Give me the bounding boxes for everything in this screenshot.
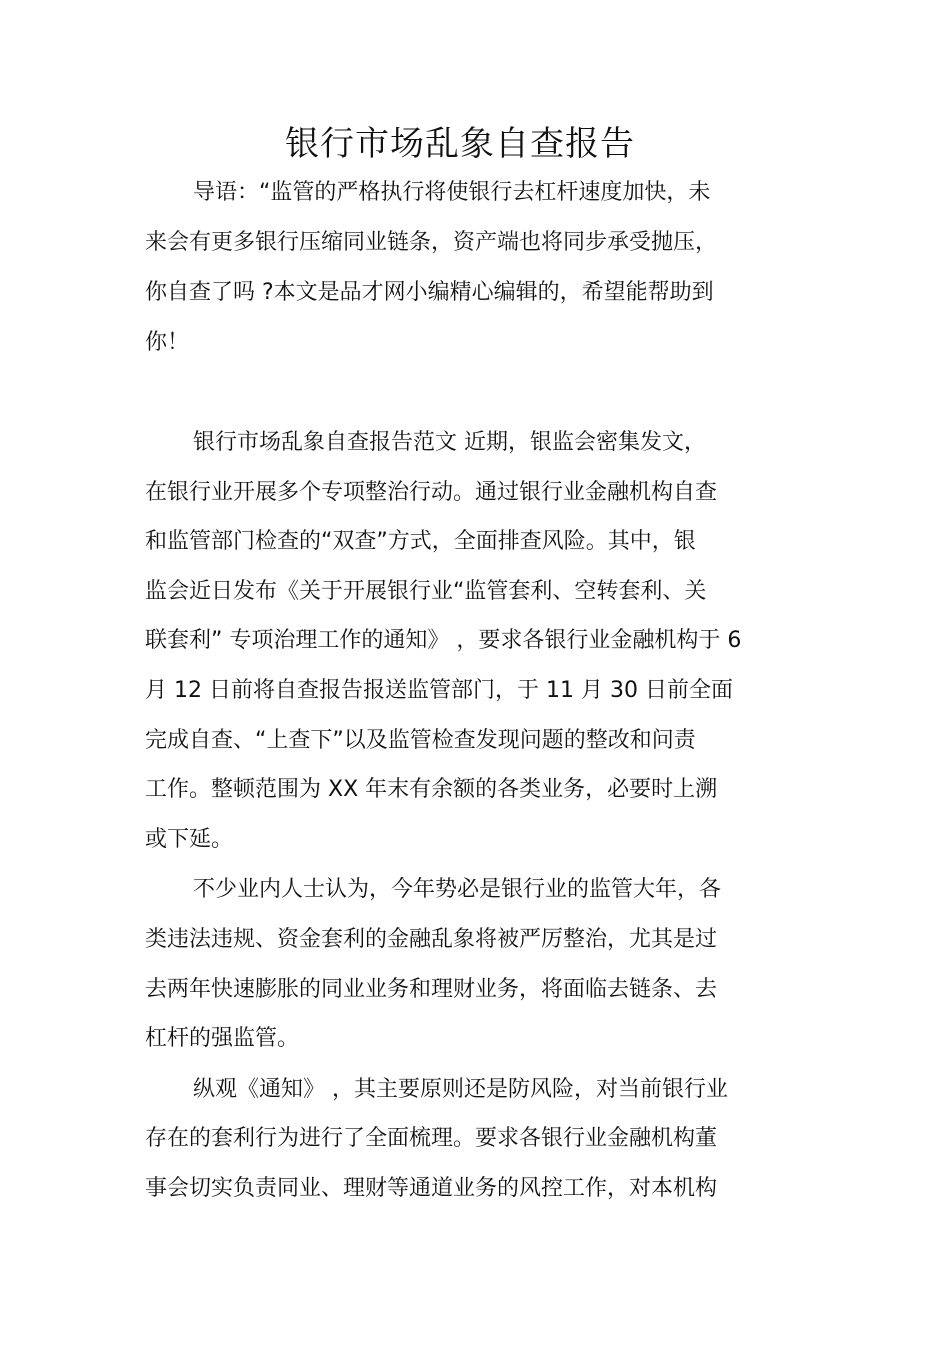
paragraph-line: 事会切实负责同业、理财等通道业务的风控工作，对本机构 <box>145 1176 718 1201</box>
intro-line: 导语：“监管的严格执行将使银行去杠杆速度加快，未 <box>193 180 711 205</box>
paragraph-line: 和监管部门检查的“双查”方式，全面排查风险。其中，银 <box>145 529 696 554</box>
paragraph-line: 不少业内人士认为，今年势必是银行业的监管大年，各 <box>193 877 722 902</box>
paragraph-line: 纵观《通知》 ，其主要原则还是防风险，对当前银行业 <box>193 1077 728 1102</box>
paragraph-line: 银行市场乱象自查报告范文 近期，银监会密集发文， <box>193 430 706 455</box>
intro-line: 你自查了吗 ?本文是品才网小编精心编辑的，希望能帮助到 <box>145 280 714 305</box>
paragraph-line: 联套利” 专项治理工作的通知》 ，要求各银行业金融机构于 6 <box>145 628 742 653</box>
paragraph-line: 去两年快速膨胀的同业业务和理财业务，将面临去链条、去 <box>145 977 718 1002</box>
paragraph-line: 工作。整顿范围为 XX 年末有余额的各类业务，必要时上溯 <box>145 777 718 802</box>
intro-line: 你！ <box>145 330 190 355</box>
intro-line: 来会有更多银行压缩同业链条，资产端也将同步承受抛压， <box>145 230 718 255</box>
paragraph-line: 存在的套利行为进行了全面梳理。要求各银行业金融机构董 <box>145 1126 718 1151</box>
paragraph-line: 月 12 日前将自查报告报送监管部门，于 11 月 30 日前全面 <box>145 678 733 703</box>
paragraph-line: 类违法违规、资金套利的金融乱象将被严厉整治，尤其是过 <box>145 927 718 952</box>
paragraph-line: 完成自查、“上查下”以及监管检查发现问题的整改和问责 <box>145 728 696 753</box>
document-title: 银行市场乱象自查报告 <box>285 124 635 164</box>
paragraph-line: 在银行业开展多个专项整治行动。通过银行业金融机构自查 <box>145 480 718 505</box>
paragraph-line: 杠杆的强监管。 <box>145 1026 300 1051</box>
paragraph-line: 或下延。 <box>145 827 234 852</box>
paragraph-line: 监会近日发布《关于开展银行业“监管套利、空转套利、关 <box>145 579 707 604</box>
